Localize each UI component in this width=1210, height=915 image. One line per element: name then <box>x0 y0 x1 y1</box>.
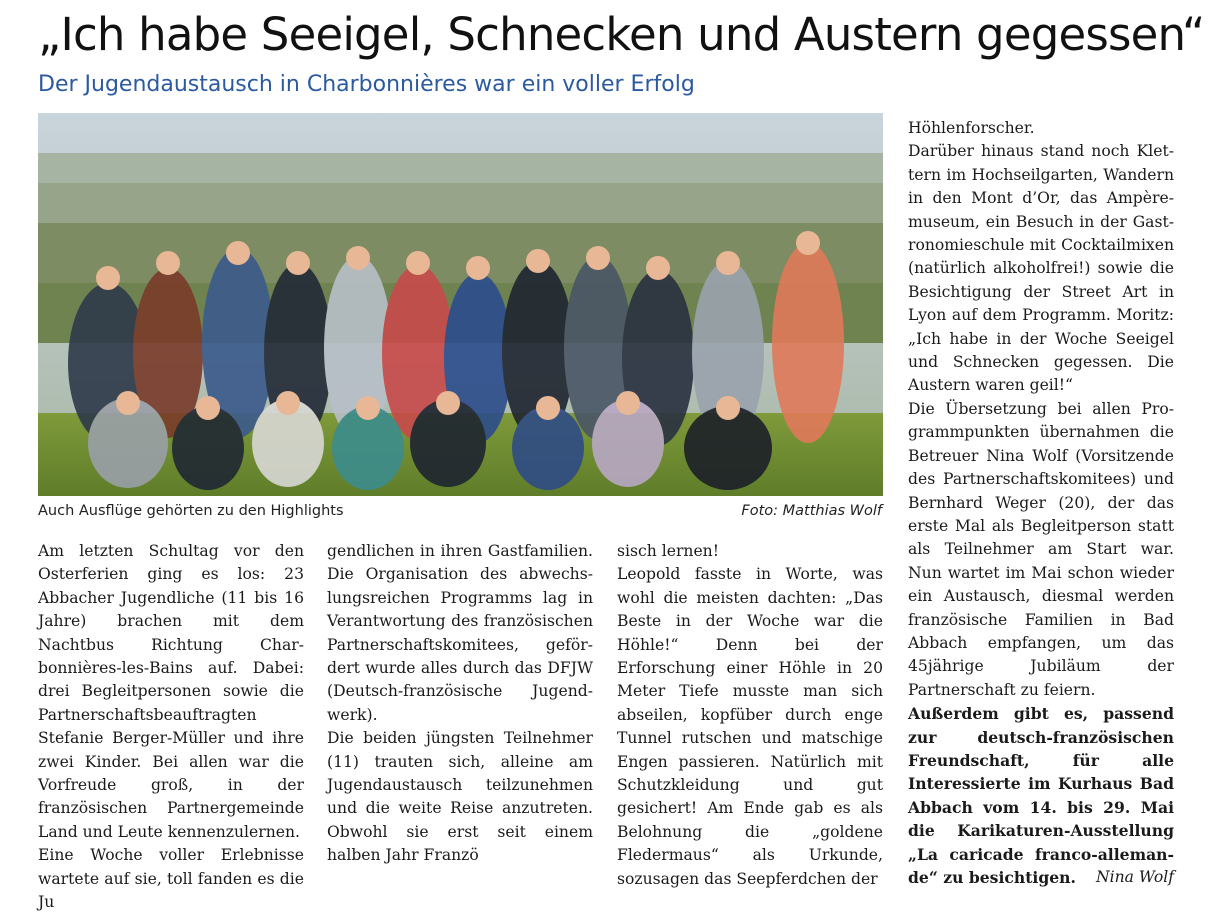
article-column-2 <box>327 540 593 868</box>
paragraph: gendlichen in ihren Gastfamilien. Die Organisation des abwechslungsreichen Programms lag in Verantwortung des französischen Partnerschaftskomitees, gefördert wurde alles durch das DFJW (Deutsch-französische Jugendwerk). <box>327 542 593 724</box>
paragraph: Am letzten Schultag vor den Osterferien ging es los: 23 Abbacher Jugendliche (11 bis 16 Jahre) brachen mit dem Nachtbus Richtung Charbonnières-les-Bains auf. Dabei: drei Begleitpersonen sowie die Partnerschaftsbeauftragten Stefanie Berger-Müller und ihre zwei Kinder. Bei allen war die Vorfreude groß, in der französischen Partnergemeinde Land und Leute kennenzulernen. <box>38 542 304 841</box>
event-announcement <box>908 702 1174 889</box>
article-column-1 <box>38 540 304 915</box>
article-author: Nina Wolf <box>1095 868 1174 886</box>
announcement-text: Außerdem gibt es, passend zur deutsch-französischen Freundschaft, für alle Interessierte im Kurhaus Bad Abbach vom 14. bis 29. Mai die Karikaturen-Ausstellung „La caricade franco-allemande“ zu besichtigen. <box>908 704 1174 887</box>
article-subheadline: Der Jugendaustausch in Charbonnières war ein voller Erfolg <box>38 72 695 97</box>
paragraph: Die Übersetzung bei allen Programmpunkten übernahmen die Betreuer Nina Wolf (Vorsitzende des Partnerschaftskomitees) und Bernhard Weger (20), der das erste Mal als Begleitperson statt als Teilnehmer am Start war. Nun wartet im Mai schon wieder ein Austausch, diesmal werden französische Familien in Bad Abbach empfangen, um das 45jährige Jubiläum der Partnerschaft zu feiern. <box>908 399 1174 699</box>
paragraph: Die beiden jüngsten Teilnehmer (11) trauten sich, alleine am Jugendaustausch teilzunehmen und die weite Reise anzutreten. Obwohl sie erst seit einem halben Jahr Franzö <box>327 729 593 865</box>
photo-credit: Foto: Matthias Wolf <box>741 503 882 519</box>
photo-caption: Auch Ausflüge gehörten zu den Highlights <box>38 503 344 519</box>
paragraph: Darüber hinaus stand noch Klettern im Hochseilgarten, Wandern in den Mont d’Or, das Ampèremuseum, ein Besuch in der Gastronomieschule mit Cocktailmixen (natürlich alkoholfrei!) sowie die Besichtigung der Street Art in Lyon auf dem Programm. Moritz: „Ich habe in der Woche Seeigel und Schnecken gegessen. Die Austern waren geil!“ <box>908 142 1174 395</box>
paragraph: sisch lernen! <box>617 542 719 560</box>
article-headline: „Ich habe Seeigel, Schnecken und Austern gegessen“ <box>38 8 1205 61</box>
article-column-3 <box>617 540 883 891</box>
group-photo-illustration <box>38 113 883 496</box>
article-column-4 <box>908 117 1174 889</box>
paragraph: Höhlenforscher. <box>908 119 1035 137</box>
paragraph: Eine Woche voller Erlebnisse wartete auf sie, toll fanden es die Ju <box>38 846 304 912</box>
paragraph: Leopold fasste in Worte, was wohl die meisten dachten: „Das Beste in der Woche war die Höhle!“ Denn bei der Erforschung einer Höhle in 20 Meter Tiefe musste man sich abseilen, kopfüber durch enge Tunnel rutschen und matschige Engen passieren. Natürlich mit Schutzkleidung und gut gesichert! Am Ende gab es als Belohnung die „goldene Fledermaus“ als Urkunde, sozusagen das Seepferdchen der <box>617 565 883 888</box>
group-photo <box>38 113 883 496</box>
